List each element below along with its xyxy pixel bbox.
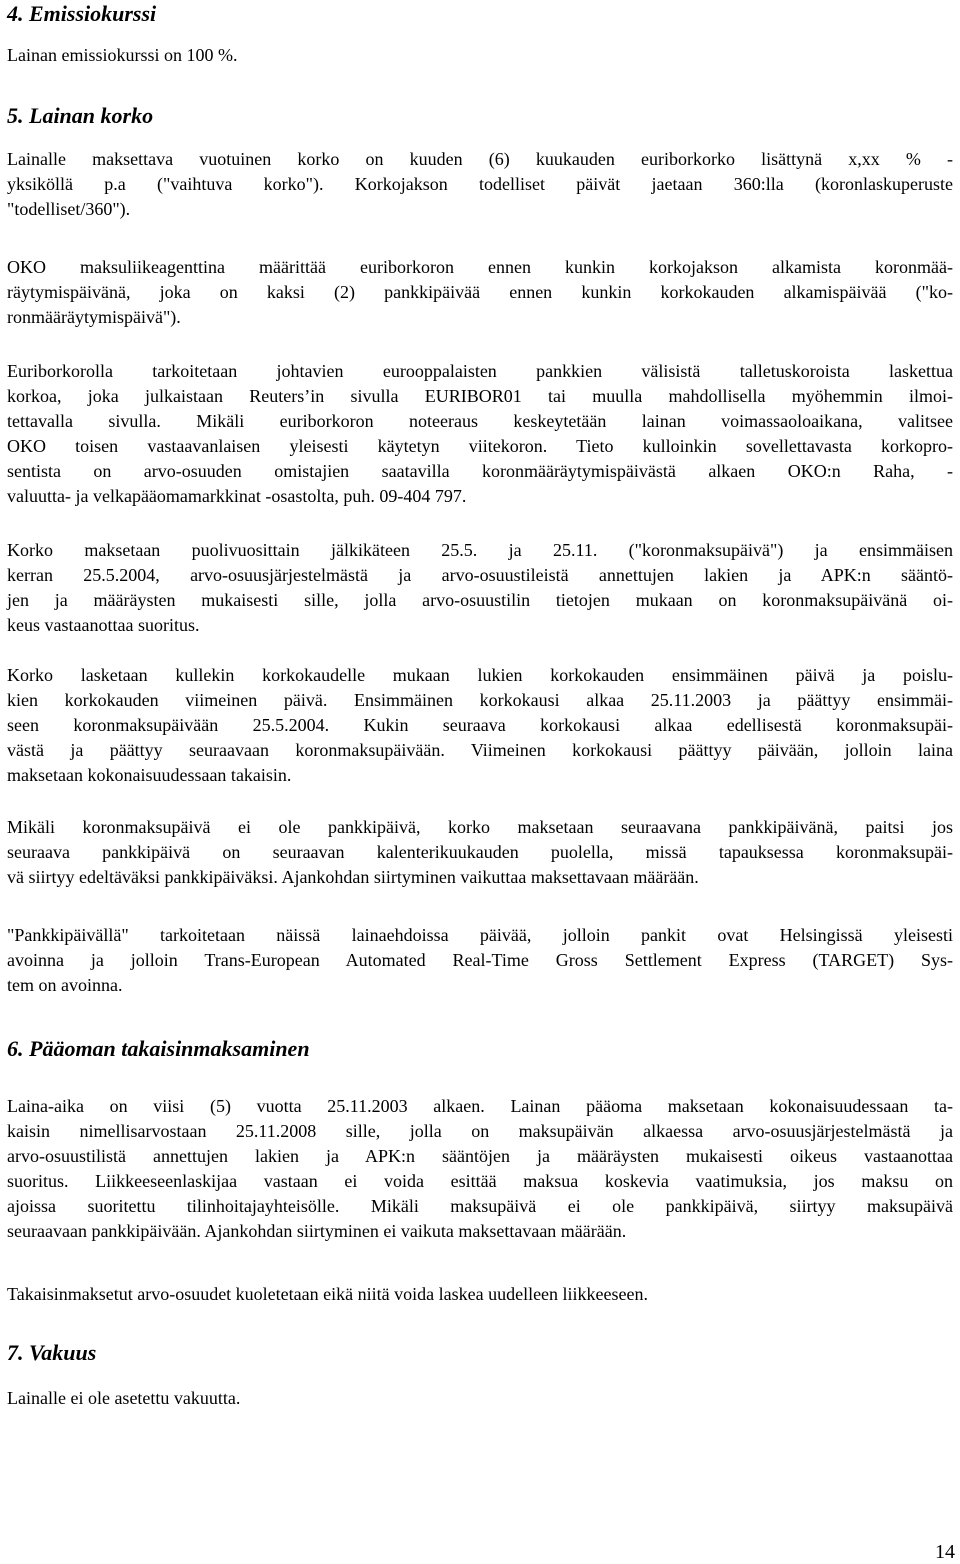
text-line: maksetaan kokonaisuudessaan takaisin.: [7, 765, 292, 785]
text-line: OKO maksuliikeagenttina määrittää euriborkoron ennen kunkin korkojakson alkamista koronmää-: [7, 257, 953, 277]
section-heading-vakuus: 7. Vakuus: [7, 1340, 97, 1365]
section-heading-lainan-korko: 5. Lainan korko: [7, 103, 154, 128]
text-line: "todelliset/360").: [7, 199, 131, 219]
section-heading-paaoman-takaisinmaksaminen: 6. Pääoman takaisinmaksaminen: [7, 1036, 310, 1061]
text-line: ajoissa suoritettu tilinhoitajayhteisölle. Mikäli maksupäivä ei ole pankkipäivä, siirtyy maksupäivä: [7, 1196, 953, 1216]
text-line: kien korkokauden viimeinen päivä. Ensimmäinen korkokausi alkaa 25.11.2003 ja päättyy ensimmäi-: [7, 690, 953, 710]
text-line: OKO toisen vastaavanlaisen yleisesti käytetyn viitekoron. Tieto kulloinkin sovellettavasta korkopro-: [7, 436, 953, 456]
section-paragraph: [7, 43, 953, 68]
text-line: seuraavaan pankkipäivään. Ajankohdan siirtyminen ei vaikuta maksettavaan määrään.: [7, 1221, 627, 1241]
text-line: kerran 25.5.2004, arvo-osuusjärjestelmästä ja arvo-osuustileistä annettujen lakien ja APK:n sääntö-: [7, 565, 953, 585]
section-paragraph: [7, 359, 953, 509]
text-line: valuutta- ja velkapääomamarkkinat -osastolta, puh. 09-404 797.: [7, 486, 467, 506]
text-line: avoinna ja jolloin Trans-European Automated Real-Time Gross Settlement Express (TARGET) Sys-: [7, 950, 953, 970]
text-line: Lainan emissiokurssi on 100 %.: [7, 45, 238, 65]
section-paragraph: [7, 663, 953, 788]
text-line: suoritus. Liikkeeseenlaskijaa vastaan ei voida esittää maksua koskevia vaatimuksia, jos maksu on: [7, 1171, 953, 1191]
text-line: keus vastaanottaa suoritus.: [7, 615, 200, 635]
section-paragraph: [7, 538, 953, 638]
text-line: ronmääräytymispäivä").: [7, 307, 181, 327]
text-line: seuraava pankkipäivä on seuraavan kalenterikuukauden puolella, missä tapauksessa koronmaksupäi-: [7, 842, 953, 862]
section-paragraph: [7, 1282, 953, 1307]
text-line: tettavalla sivulla. Mikäli euriborkoron noteeraus keskeytetään lainan voimassaoloaikana, valitsee: [7, 411, 953, 431]
text-line: Mikäli koronmaksupäivä ei ole pankkipäivä, korko maksetaan seuraavana pankkipäivänä, paitsi jos: [7, 817, 953, 837]
text-line: räytymispäivänä, joka on kaksi (2) pankkipäivää ennen kunkin korkokauden alkamispäivää ("ko-: [7, 282, 953, 302]
text-line: tem on avoinna.: [7, 975, 123, 995]
text-line: seen koronmaksupäivään 25.5.2004. Kukin seuraava korkokausi alkaa edellisestä koronmaksupäi-: [7, 715, 953, 735]
text-line: jen ja määräysten mukaisesti sille, jolla arvo-osuustilin tietojen mukaan on koronmaksupäivänä oi-: [7, 590, 953, 610]
text-line: västä ja päättyy seuraavaan koronmaksupäivään. Viimeinen korkokausi päättyy päivään, jolloin laina: [7, 740, 953, 760]
text-line: Korko maksetaan puolivuosittain jälkikäteen 25.5. ja 25.11. ("koronmaksupäivä") ja ensimmäisen: [7, 540, 953, 560]
text-line: yksiköllä p.a ("vaihtuva korko"). Korkojakson todelliset päivät jaetaan 360:lla (koronlaskuperuste: [7, 174, 953, 194]
text-line: sentista on arvo-osuuden omistajien saatavilla koronmääräytymispäivästä alkaen OKO:n Raha, -: [7, 461, 953, 481]
section-paragraph: [7, 923, 953, 998]
text-line: arvo-osuustilistä annettujen lakien ja APK:n sääntöjen ja määräysten mukaisesti oikeus vastaanottaa: [7, 1146, 953, 1166]
text-line: korkoa, joka julkaistaan Reuters’in sivulla EURIBOR01 tai muulla mahdollisella myöhemmin ilmoi-: [7, 386, 953, 406]
text-line: Takaisinmaksetut arvo-osuudet kuoletetaan eikä niitä voida laskea uudelleen liikkeeseen.: [7, 1284, 649, 1304]
section-paragraph: [7, 147, 953, 222]
text-line: Korko lasketaan kullekin korkokaudelle mukaan lukien korkokauden ensimmäinen päivä ja poislu-: [7, 665, 953, 685]
section-paragraph: [7, 815, 953, 890]
text-line: Lainalle maksettava vuotuinen korko on kuuden (6) kuukauden euriborkorko lisättynä x,xx % -: [7, 149, 953, 169]
text-line: "Pankkipäivällä" tarkoitetaan näissä lainaehdoissa päivää, jolloin pankit ovat Helsingissä yleisesti: [7, 925, 953, 945]
text-line: vä siirtyy edeltäväksi pankkipäiväksi. Ajankohdan siirtyminen vaikuttaa maksettavaan määrään.: [7, 867, 699, 887]
section-paragraph: [7, 1386, 953, 1411]
page-number: 14: [935, 1541, 955, 1563]
text-line: Euriborkorolla tarkoitetaan johtavien eurooppalaisten pankkien välisistä talletuskoroista laskettua: [7, 361, 953, 381]
text-line: Laina-aika on viisi (5) vuotta 25.11.2003 alkaen. Lainan pääoma maksetaan kokonaisuudessaan ta-: [7, 1096, 953, 1116]
section-heading-emissiokurssi: 4. Emissiokurssi: [7, 1, 157, 26]
section-paragraph: [7, 255, 953, 330]
section-paragraph: [7, 1094, 953, 1244]
text-line: Lainalle ei ole asetettu vakuutta.: [7, 1388, 241, 1408]
text-line: kaisin nimellisarvostaan 25.11.2008 sille, jolla on maksupäivän alkaessa arvo-osuusjärjestelmästä ja: [7, 1121, 953, 1141]
